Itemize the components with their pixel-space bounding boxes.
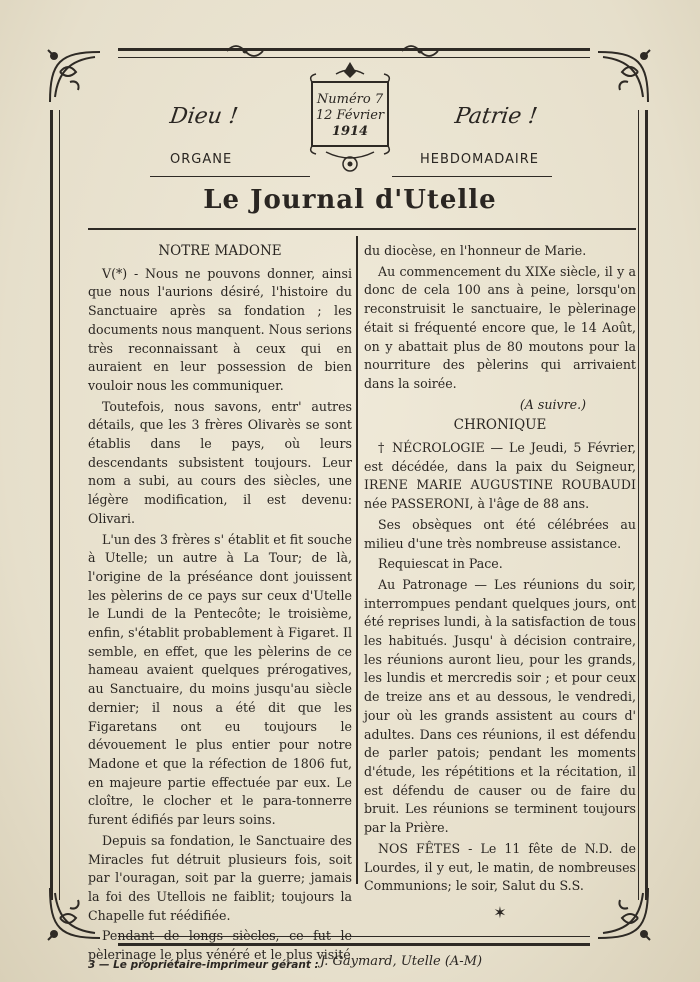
patronage-paragraph: Au Patronage — Les réunions du soir, interrompues pendant quelques jours, ont été reprises lundi, à la satisfaction de tous les habitués. Jusqu' à décision contraire, les réunions auront lieu, pour les grands, les lundis et mercredis soir ; et pour ceux de treize ans et au dessous, le vendredi, jour où les grands assistent au cours d' adultes. Dans ces réunions, il est défendu de parler patois; pendant les moments d'étude, les répétitions et la récitation, il est défendu de causer ou de faire du bruit. Les réunions se terminent toujours par la Prière. (364, 576, 636, 836)
article-paragraph: Au commencement du XIXe siècle, il y a donc de cela 100 ans à peine, lorsqu'on reconstruisit le sanctuaire, le pèlerinage était si fréquenté encore que, le 14 Août, on y abattait plus de 80 moutons pour la nourriture des pèlerins qui arrivaient dans la soirée. (364, 263, 636, 391)
article-paragraph: V(*) - Nous ne pouvons donner, ainsi que nous l'aurions désiré, l'histoire du Sanctuaire après sa fondation ; les documents nous manquent. Nous serions très reconnaissant à ceux qui en auraient en leur possession de bien vouloir nous les communiquer. (88, 265, 352, 393)
issue-cartouche (306, 60, 394, 178)
footer-imprint (88, 954, 483, 971)
article-paragraph-continued: du diocèse, en l'honneur de Marie. (364, 243, 587, 258)
left-column (88, 242, 352, 967)
necrology-paragraph: † NÉCROLOGIE — Le Jeudi, 5 Février, est décédée, dans la paix du Seigneur, IRENE MARIE AUGUSTINE ROUBAUDI née PASSERONI, à l'âge de 88 ans. (364, 440, 636, 512)
frame-left-rule (50, 110, 60, 900)
article-paragraph: Toutefois, nous savons, entr' autres détails, que les 3 frères Olivarès se sont établis dans le pays, où leurs descendants subsistent toujours. Leur nom a subi, au cours des siècles, une légère modification, il est devenu: Olivari. (88, 398, 352, 526)
issue-year: 1914 (331, 124, 369, 139)
article-heading-notre-madone: NOTRE MADONE (158, 243, 282, 259)
subtitle-organe: ORGANE (170, 152, 233, 167)
corner-ornament-top-right (588, 42, 658, 112)
issue-date: 12 Février (315, 108, 385, 123)
subtitle-hebdomadaire: HEBDOMADAIRE (420, 152, 540, 167)
flourish-right-icon (400, 40, 440, 62)
fetes-paragraph: NOS FÊTES - Le 11 fête de N.D. de Lourdes, il y eut, le matin, de nombreuses Communions; le soir, Salut du S.S. (364, 840, 636, 894)
motto-left: Dieu ! (168, 104, 240, 129)
issue-number: Numéro 7 (316, 92, 384, 107)
to-follow-note: (A suivre.) (519, 396, 586, 412)
title-rule (88, 228, 636, 230)
article-paragraph: Pendant de longs siècles, ce fut le pèlerinage le plus vénéré et le plus visité (88, 928, 352, 963)
frame-right-rule (638, 110, 648, 900)
footer-printer-name: J. Gaymard, Utelle (A-M) (320, 954, 483, 969)
column-divider (356, 236, 358, 884)
newspaper-title: Le Journal d'Utelle (203, 185, 497, 215)
article-paragraph: L'un des 3 frères s' établit et fit souche à Utelle; un autre à La Tour; de là, l'origine de la préséance dont jouissent les pèlerins de ce pays sur ceux d'Utelle le Lundi de la Pentecôte; le troisième, enfin, s'établit probablement à Figaret. Il semble, en effet, que les pèlerins de ce hameau avaient quelques prérogatives, au Sanctuaire, du moins jusqu'au siècle dernier; il nous a été dit que les Figaretans ont eu toujours le dévouement le plus entier pour notre Madone et que la réfection de 1806 fut, en majeure partie effectuée par eux. Le cloître, le clocher et le para-tonnerre furent édifiés par leurs soins. (88, 531, 353, 828)
header-rule-right (392, 176, 552, 177)
flourish-left-icon (225, 40, 265, 62)
section-heading-chronique: CHRONIQUE (453, 417, 547, 434)
obsequies-paragraph: Ses obsèques ont été célébrées au milieu d'une très nombreuse assistance. (364, 516, 636, 551)
star-ornament-icon: ✶ (493, 902, 507, 922)
frame-top-rule (118, 48, 590, 58)
right-column (364, 242, 636, 923)
motto-right: Patrie ! (453, 104, 539, 129)
header-rule-left (150, 176, 310, 177)
corner-ornament-top-left (40, 42, 110, 112)
article-paragraph: Depuis sa fondation, le Sanctuaire des Miracles fut détruit plusieurs fois, soit par l'ouragan, soit par la guerre; jamais la foi des Utellois ne faiblit; toujours la Chapelle fut réédifiée. (88, 832, 352, 923)
requiescat-line: Requiescat in Pace. (378, 556, 503, 572)
footer-label: 3 — Le propriétaire-imprimeur gérant : (88, 959, 319, 971)
